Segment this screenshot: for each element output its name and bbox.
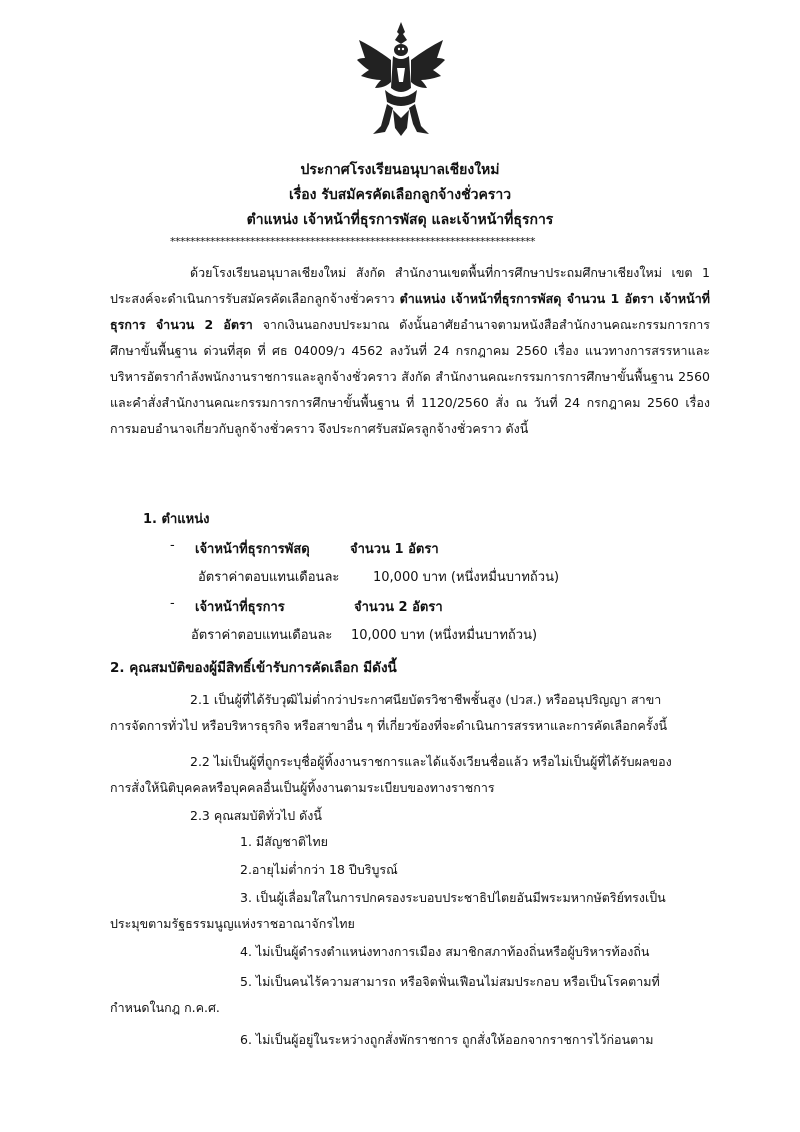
- intro-text-c: จากเงินนอกงบประมาณ ดังนั้นอาศัยอำนาจตามหนังสือสำนักงานคณะกรรมการการศึกษาขั้นพื้นฐาน ด่วนที่สุด ที่ ศธ 04009/ว 4562 ลงวันที่ 24 กรกฎาคม 2560 เรื่อง แนวทางการสรรหาและบริหารอัตรากำลังพนักงานราชการและลูกจ้างชั่วคราว สังกัด สำนักงานคณะกรรมการการศึกษาขั้นพื้นฐาน 2560 และคำสั่งสำนักงานคณะกรรมการการศึกษาขั้นพื้นฐาน ที่ 1120/2560 สั่ง ณ วันที่ 24 กรกฎาคม 2560 เรื่อง การมอบอำนาจเกี่ยวกับลูกจ้างชั่วคราว จึงประกาศรับสมัครลูกจ้างชั่วคราว ดังนี้: [110, 317, 710, 436]
- salary-label: อัตราค่าตอบแทนเดือนละ: [198, 570, 340, 585]
- qualification-2: 2.อายุไม่ต่ำกว่า 18 ปีบริบูรณ์: [240, 862, 398, 877]
- intro-text-a: ด้วยโรงเรียนอนุบาลเชียงใหม่ สังกัด สำนักงานเขตพื้นที่การศึกษาประถมศึกษาเชียงใหม่ เขต 1 ประสงค์จะดำเนินการรับสมัครคัดเลือกลูกจ้างชั่วคราว: [110, 265, 710, 306]
- position-count: จำนวน 2 อัตรา: [354, 600, 443, 615]
- intro-text-bold: ตำแหน่ง เจ้าหน้าที่ธุรการพัสดุ จำนวน 1 อัตรา เจ้าหน้าที่ธุรการ จำนวน 2 อัตรา: [110, 291, 710, 332]
- position-row-1: [170, 538, 439, 557]
- item-2-1-line1: 2.1 เป็นผู้ที่ได้รับวุฒิไม่ต่ำกว่าประกาศนียบัตรวิชาชีพชั้นสูง (ปวส.) หรืออนุปริญญา สาขา: [190, 692, 662, 707]
- salary-value: 10,000 บาท (หนึ่งหมื่นบาทถ้วน): [373, 570, 560, 585]
- salary-row-1: [198, 566, 560, 587]
- section1-heading: 1. ตำแหน่ง: [143, 512, 210, 527]
- position-name: เจ้าหน้าที่ธุรการ: [195, 600, 285, 615]
- announcement-title: ประกาศโรงเรียนอนุบาลเชียงใหม่: [300, 162, 500, 178]
- position-name: เจ้าหน้าที่ธุรการพัสดุ: [195, 542, 310, 557]
- item-2-2-line1: 2.2 ไม่เป็นผู้ที่ถูกระบุชื่อผู้ทิ้งงานราชการและได้แจ้งเวียนชื่อแล้ว หรือไม่เป็นผู้ที่ได้รับผลของ: [190, 754, 672, 769]
- bullet: -: [170, 596, 175, 611]
- salary-value: 10,000 บาท (หนึ่งหมื่นบาทถ้วน): [351, 628, 538, 643]
- qualification-3-line2: ประมุขตามรัฐธรรมนูญแห่งราชอาณาจักรไทย: [110, 916, 355, 931]
- salary-label: อัตราค่าตอบแทนเดือนละ: [191, 628, 333, 643]
- salary-row-2: [191, 624, 538, 645]
- qualification-5-line2: กำหนดในกฎ ก.ค.ศ.: [110, 1000, 220, 1015]
- item-2-1-line2: การจัดการทั่วไป หรือบริหารธุรกิจ หรือสาขาอื่น ๆ ที่เกี่ยวข้องที่จะดำเนินการสรรหาและการคัดเลือกครั้งนี้: [110, 718, 668, 733]
- qualification-1: 1. มีสัญชาติไทย: [240, 834, 328, 849]
- announcement-positions: ตำแหน่ง เจ้าหน้าที่ธุรการพัสดุ และเจ้าหน้าที่ธุรการ: [246, 212, 554, 228]
- intro-paragraph: [110, 260, 710, 442]
- item-2-3: 2.3 คุณสมบัติทั่วไป ดังนี้: [190, 808, 322, 823]
- separator-line: *************************************************************************: [170, 235, 535, 248]
- item-2-2-line2: การสั่งให้นิติบุคคลหรือบุคคลอื่นเป็นผู้ทิ้งงานตามระเบียบของทางราชการ: [110, 780, 495, 795]
- position-count: จำนวน 1 อัตรา: [350, 542, 439, 557]
- section2-heading: 2. คุณสมบัติของผู้มีสิทธิ์เข้ารับการคัดเลือก มีดังนี้: [110, 660, 397, 676]
- announcement-subject: เรื่อง รับสมัครคัดเลือกลูกจ้างชั่วคราว: [288, 187, 512, 203]
- qualification-4: 4. ไม่เป็นผู้ดำรงตำแหน่งทางการเมือง สมาชิกสภาท้องถิ่นหรือผู้บริหารท้องถิ่น: [240, 944, 650, 959]
- bullet: -: [170, 538, 175, 553]
- qualification-5-line1: 5. ไม่เป็นคนไร้ความสามารถ หรือจิตฟั่นเฟือนไม่สมประกอบ หรือเป็นโรคตามที่: [240, 974, 660, 989]
- qualification-6: 6. ไม่เป็นผู้อยู่ในระหว่างถูกสั่งพักราชการ ถูกสั่งให้ออกจากราชการไว้ก่อนตาม: [240, 1032, 654, 1047]
- garuda-emblem-icon: [355, 18, 447, 138]
- qualification-3-line1: 3. เป็นผู้เลื่อมใสในการปกครองระบอบประชาธิปไตยอันมีพระมหากษัตริย์ทรงเป็น: [240, 890, 666, 905]
- position-row-2: [170, 596, 443, 615]
